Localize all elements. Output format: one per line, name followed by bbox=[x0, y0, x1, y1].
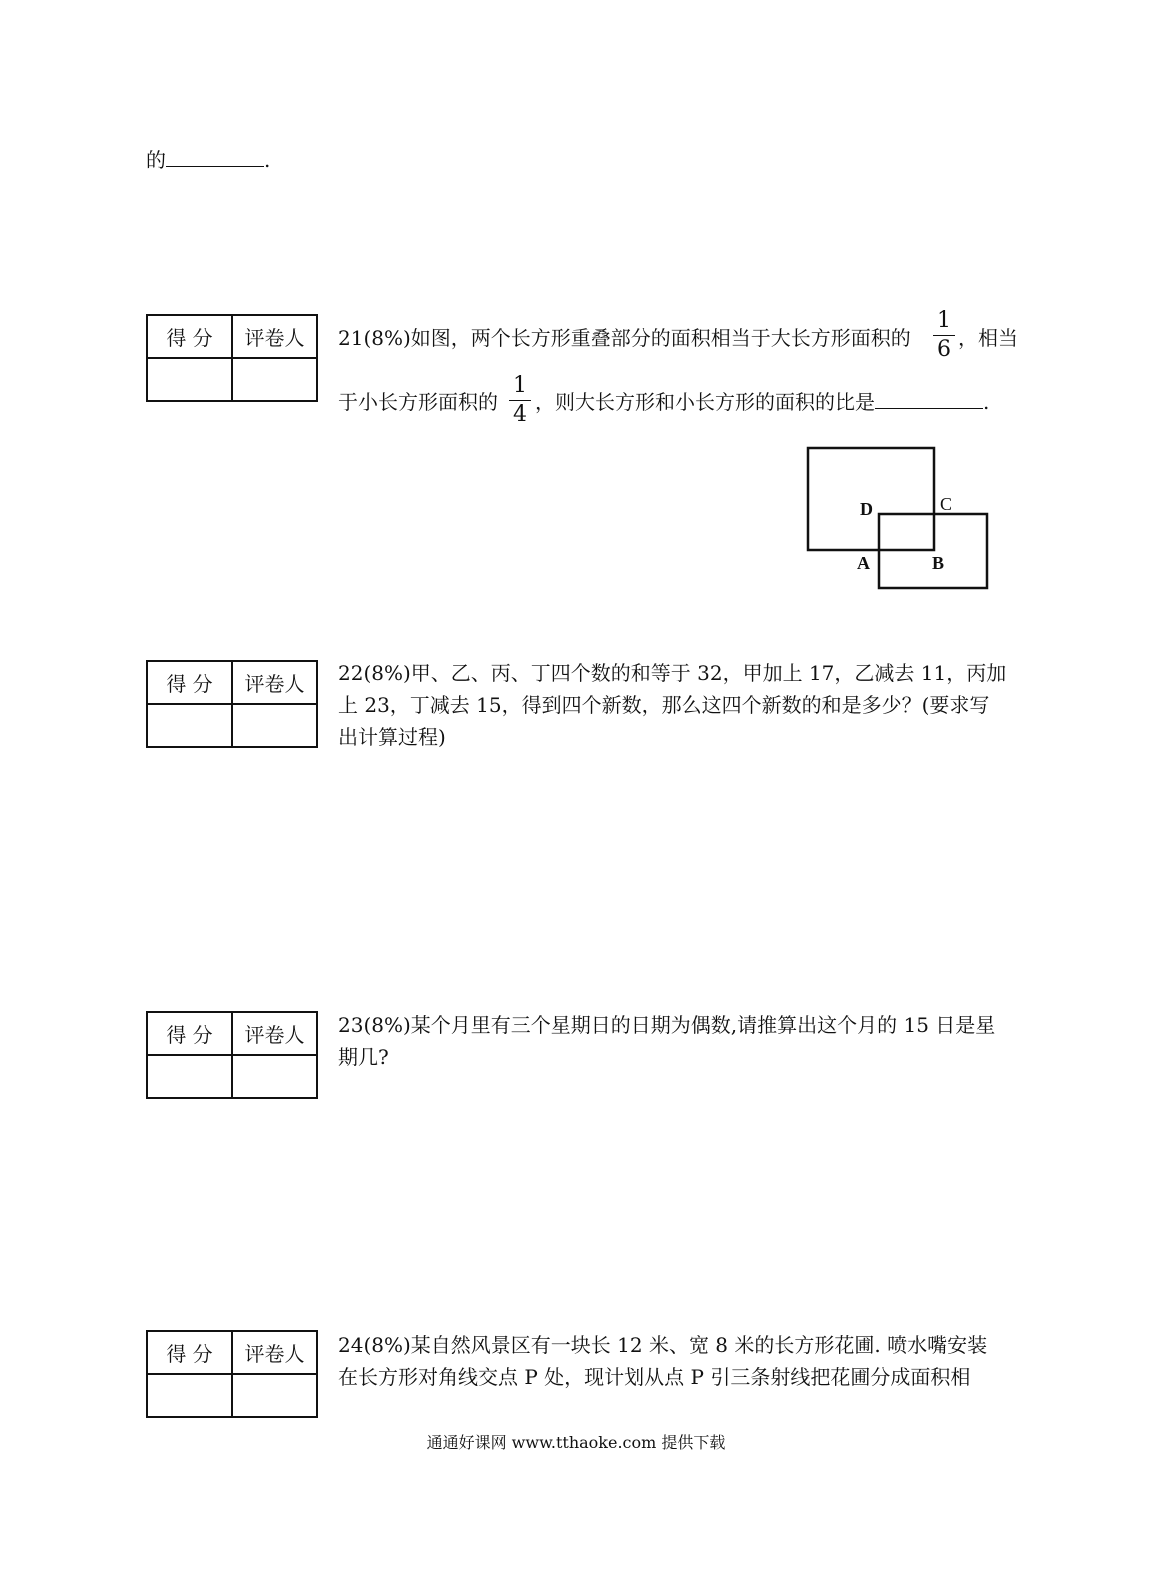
grader-label: 评卷人 bbox=[232, 1012, 317, 1055]
grader-cell[interactable] bbox=[232, 358, 317, 401]
label-c: C bbox=[940, 494, 953, 514]
label-d: D bbox=[860, 499, 873, 519]
score-cell[interactable] bbox=[147, 358, 232, 401]
score-label: 得 分 bbox=[147, 315, 232, 358]
score-table-q21 bbox=[146, 314, 318, 402]
q24-line1: 24(8%)某自然风景区有一块长 12 米、宽 8 米的长方形花圃. 喷水嘴安装 bbox=[338, 1333, 988, 1357]
grader-cell[interactable] bbox=[232, 704, 317, 747]
q23-line1: 23(8%)某个月里有三个星期日的日期为偶数,请推算出这个月的 15 日是星 bbox=[338, 1013, 996, 1037]
q22-line3: 出计算过程) bbox=[338, 725, 446, 749]
frac2-num: 1 bbox=[513, 373, 527, 398]
grader-label: 评卷人 bbox=[232, 1331, 317, 1374]
q24-line2: 在长方形对角线交点 P 处，现计划从点 P 引三条射线把花圃分成面积相 bbox=[338, 1365, 971, 1389]
answer-blank[interactable] bbox=[166, 148, 264, 167]
top-prefix: 的 bbox=[146, 148, 166, 172]
q22-line1: 22(8%)甲、乙、丙、丁四个数的和等于 32，甲加上 17，乙减去 11，丙加 bbox=[338, 661, 1007, 685]
q21-line2-rest bbox=[535, 387, 989, 417]
label-b: B bbox=[932, 553, 945, 573]
score-table-q23 bbox=[146, 1011, 318, 1099]
q21-line2 bbox=[338, 387, 498, 417]
score-table-q22 bbox=[146, 660, 318, 748]
label-a: A bbox=[857, 553, 870, 573]
grader-label: 评卷人 bbox=[232, 661, 317, 704]
score-cell[interactable] bbox=[147, 1055, 232, 1098]
top-suffix: . bbox=[264, 148, 271, 172]
q22-line2: 上 23，丁减去 15，得到四个新数，那么这四个新数的和是多少？(要求写 bbox=[338, 693, 990, 717]
score-table-q24 bbox=[146, 1330, 318, 1418]
answer-blank[interactable] bbox=[875, 390, 983, 409]
overlap-rectangles-figure bbox=[800, 440, 1000, 600]
score-label: 得 分 bbox=[147, 661, 232, 704]
q21-line2-suffix: . bbox=[983, 390, 990, 414]
score-label: 得 分 bbox=[147, 1012, 232, 1055]
frac2-den: 4 bbox=[513, 402, 527, 427]
q23-line2: 期几? bbox=[338, 1045, 389, 1069]
q21-line1-end: ，相当 bbox=[958, 326, 1018, 350]
grader-cell[interactable] bbox=[232, 1055, 317, 1098]
frac1-den: 6 bbox=[937, 337, 951, 362]
score-cell[interactable] bbox=[147, 1374, 232, 1417]
grader-label: 评卷人 bbox=[232, 315, 317, 358]
grader-cell[interactable] bbox=[232, 1374, 317, 1417]
fraction-one-quarter bbox=[505, 374, 535, 427]
score-label: 得 分 bbox=[147, 1331, 232, 1374]
q21-line2-start: 于小长方形面积的 bbox=[338, 390, 498, 414]
q21-line2-end: ，则大长方形和小长方形的面积的比是 bbox=[535, 390, 875, 414]
q21-line1: 21(8%)如图，两个长方形重叠部分的面积相当于大长方形面积的 bbox=[338, 326, 911, 350]
frac1-num: 1 bbox=[937, 308, 951, 333]
fraction-one-sixth bbox=[929, 309, 959, 362]
score-cell[interactable] bbox=[147, 704, 232, 747]
footer-text: 通通好课网 www.tthaoke.com 提供下载 bbox=[426, 1433, 726, 1452]
top-continuation bbox=[146, 145, 270, 175]
